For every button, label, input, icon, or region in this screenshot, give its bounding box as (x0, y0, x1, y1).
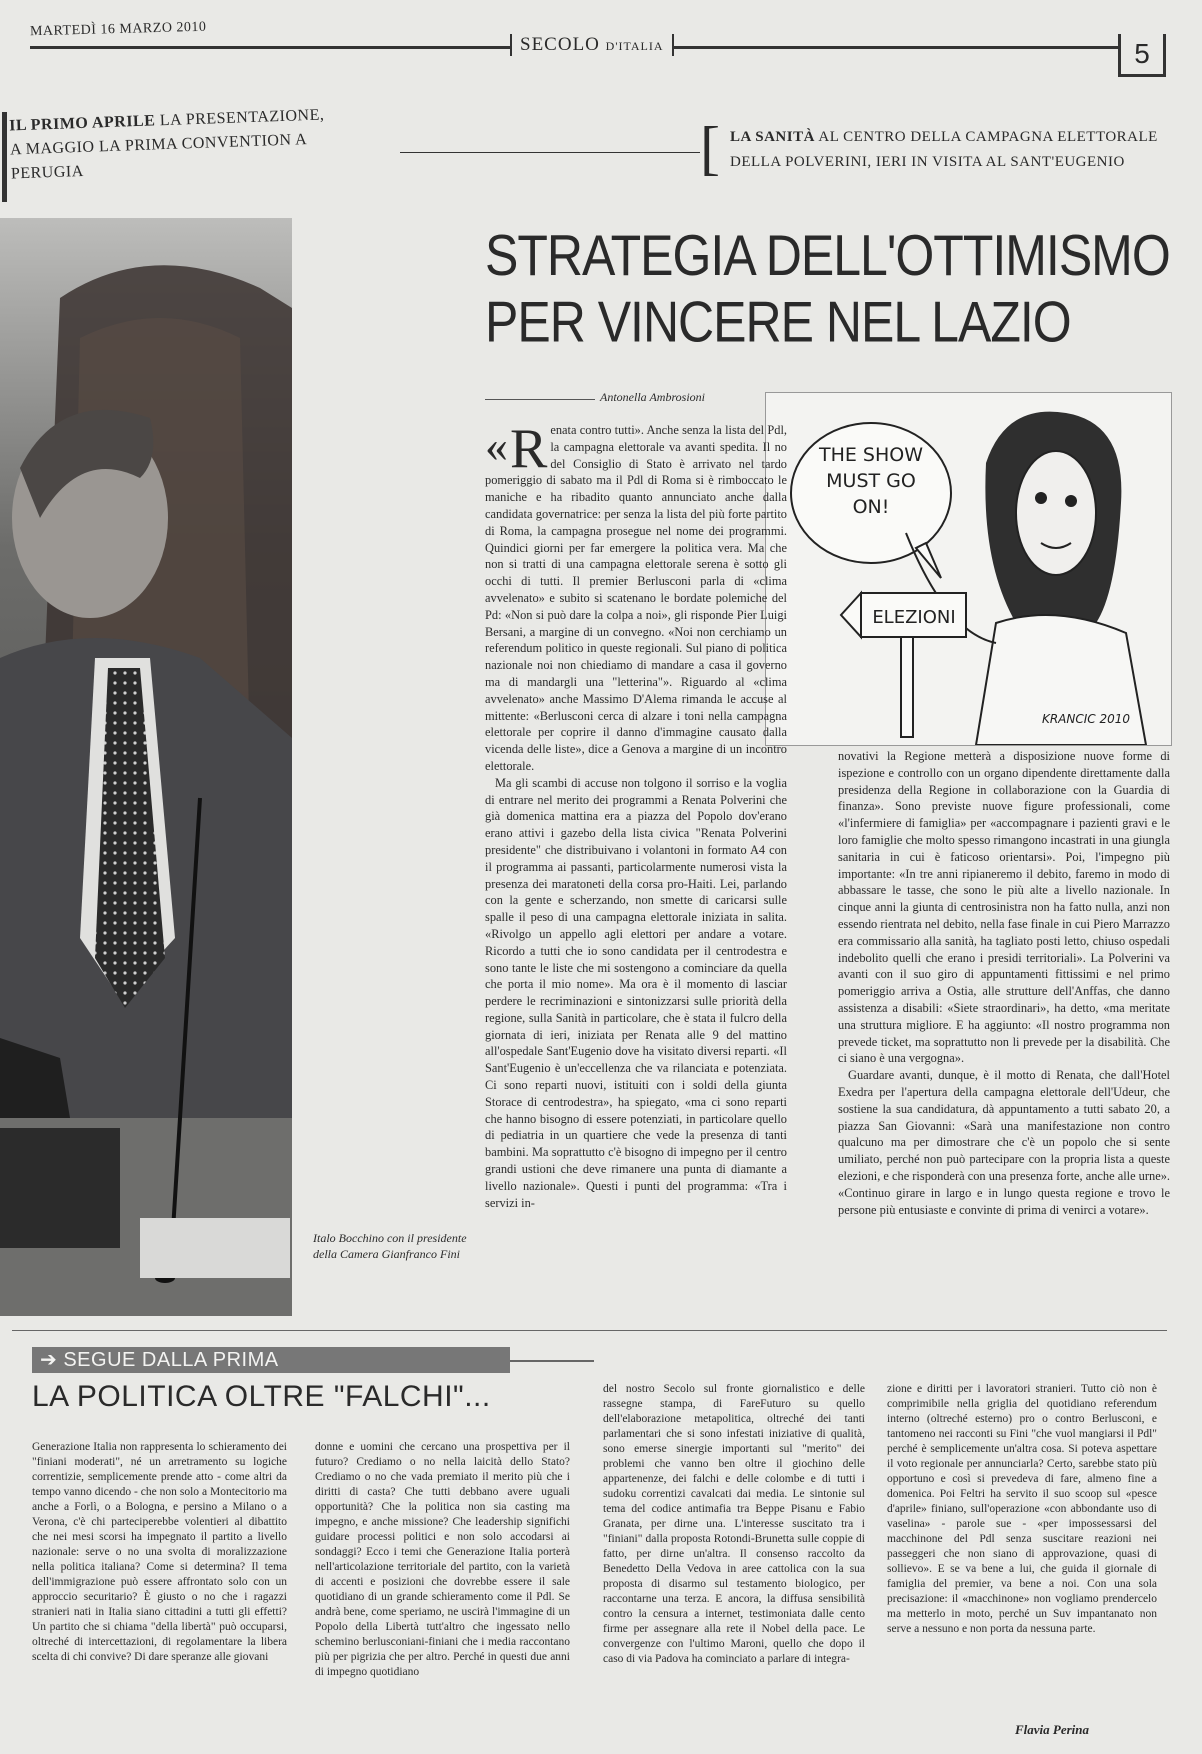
cartoon-sign-text: ELEZIONI (872, 607, 956, 628)
follow-column-2: donne e uomini che cercano una prospettiva per il futuro? Crediamo o no nella laicità dello Stato? Crediamo o no che vada premiato il merito più che i diritti di casta? Che tutti debbano avere uguali opportunità? Che la politica non sia casting ma impegno, e anche missione? Che leadership significhi guidare processi politici e non solo accodarsi ai sondaggi? Ecco i temi che Generazione Italia porterà nell'articolazione territoriale del partito, con la varietà di accenti e posizioni che dovrebbe essere il sale quotidiano di un grande schieramento come il Pdl. Se andrà bene, come speriamo, ne uscirà l'immagine di un Popolo della Libertà tutt'altro che ingessato nello schemino berlusconiani-finiani che i media raccontano più per pigrizia che per altro. Perché in questi due anni di impegno quotidiano (315, 1441, 570, 1678)
follow-label-text: SEGUE DALLA PRIMA (63, 1349, 279, 1371)
follow-column-1: Generazione Italia non rappresenta lo schieramento dei "finiani moderati", né un arretramento su logiche correntizie, semplicemente prende atto - come altri da tempo vanno dicendo - che non solo a Montecitorio ma anche a Forlì, o a Bologna, e persino a Milano o a Verona, c'è chi parteciperebbe volentieri al dibattito che nei mesi scorsi ha impegnato il partito a livello nazionale: serve o no una svolta di moralizzazione nella politica italiana? Come si determina? Il tema dell'immigrazione può essere affrontato solo con un approccio securitario? È giusto o no che i ragazzi stranieri nati in Italia siano cittadini a tutti gli effetti? Un partito che si chiama "della libertà" può occuparsi, oltreché di intercettazioni, di regolamentare la libera scelta di chi convive? Di dare speranze alle giovani (32, 1441, 287, 1663)
article-column-left (485, 418, 787, 1211)
article-paragraph-4: Guardare avanti, dunque, è il motto di Renata, che dall'Hotel Exedra per l'apertura della campagna elettorale dell'Udeur, che sostiene la sua candidatura, dà appuntamento a tutti sabato 20, a piazza San Giovanni: «Sarà una manifestazione non contro qualcuno ma per dimostrare che c'è un popolo che si sente umiliato, perché non può partecipare con la propria lista a queste elezioni, e che risponderà con una presenza forte, anche alle urne». «Continuo girare in largo e in lungo questa regione e trovo le persone più entusiaste e convinte di prima di venirci a votare». (838, 1068, 1170, 1217)
follow-column-3: del nostro Secolo sul fronte giornalistico e delle rassegne stampa, di FareFuturo su quello dell'elaborazione metapolitica, oltreché dei tanti parlamentari che si sono infestati iniziative di qualità, sono emerse sinergie importanti sul "merito" dei problemi che vanno ben oltre il giochino delle appartenenze, dei falchi e delle colombe e di tutti i sudoku correntizi cavalcati dai media. Le sintonie sul tema del codice antimafia tra Beppe Pisanu e Fabio Granata, per dirne una. L'interesse suscitato tra i "finiani" dalla proposta Rotondi-Brunetta sulle coppie di fatto, per dirne un'altra. Il consenso raccolto da Benedetto Della Vedova in aree cattolica con la sua proposta di disarmo sul testamento biologico, per raccontarne una terza. E ancora, la diffusa sensibilità contro la censura a internet, testimoniata dalle cento firme per assegnare alla rete il Nobel della pace. Le convergenze con l'ultimo Maroni, quello che dopo il caso di via Padova ha cominciato a parlare di integra- (603, 1383, 865, 1665)
kicker-left-bar (2, 112, 7, 202)
cartoon-signature: KRANCIC 2010 (1041, 712, 1131, 726)
dropcap-quote: « (485, 420, 508, 471)
follow-title: LA POLITICA OLTRE "FALCHI"... (32, 1380, 491, 1413)
follow-label-rule (510, 1360, 594, 1362)
article-photo (0, 218, 292, 1316)
cartoon-drawing (766, 393, 1171, 745)
kicker-rule (400, 152, 700, 153)
dropcap-letter: R (510, 418, 548, 480)
cartoon-speech-line1: THE SHOW (818, 444, 924, 466)
kicker-left-line1: LA PRESENTAZIONE, (159, 106, 325, 130)
kicker-right-bold: LA SANITÀ (730, 129, 815, 145)
cartoon (765, 392, 1172, 746)
article-p1-text: enata contro tutti». Anche senza la lista del Pdl, la campagna elettorale va avanti spedita. Il no del Consiglio di Stato è arrivato nel tardo pomeriggio di sabato ma il Pdl di Roma si è rimboccato le maniche e ha ribadito quanto annunciato anche dalla candidata governatrice: per senza la lista del più forte partito di Roma, la campagna prosegue nel nome dei programmi. Quindici giorni per far emergere la politica vera. Ma che non si tratti di una campagna elettorale serena è sotto gli occhi di tutti. Il premier Berlusconi parla di «clima avvelenato» e subito si scatenano le bordate polemiche del Pd: «Non si può dare la colpa a noi», gli risponde Pier Luigi Bersani, a margine di un convegno. «Noi non cerchiamo un referendum politico in queste regionali. Sul piano di politica nazionale noi non chiediamo di mandare a casa il governo ma di mandargli una "letterina"». Riguardo al «clima avvelenato» anche Massimo D'Alema rimanda le accuse al mittente: «Berlusconi cerca di alzare i toni nella campagna elettorale per coprire il danno d'immagine causato dalla vicenda delle liste», dice a Genova a margine di un incontro elettorale. (485, 423, 787, 773)
article-paragraph-3: novativi la Regione metterà a disposizione nuove forme di ispezione e controllo con un organo dipendente direttamente dalla presidenza della Regione in collaborazione con la Guardia di finanza». Sono previste nuove figure professionali, come «l'infermiere di famiglia» per «accompagnare i pazienti gravi e le loro famiglie che molto spesso rimangono incastrati in una giungla sanitaria in cui è faticoso orientarsi». Poi, l'impegno più importante: «In tre anni ripianeremo il debito, faremo in modo di abbassare le tasse, che sono le più alte a livello nazionale. In cinque anni la giunta di centrosinistra non ha fatto nulla, anzi non essendo rientrata nel debito, nella fase finale in cui Piero Marrazzo era commissario alla sanità, ha tagliato posti letto, chiuso ospedali indebolito quelli che erano i presidi territoriali». La Polverini va avanti con il suo giro di appuntamenti fittissimi e nel primo pomeriggio arriva a Ostia, alle strutture dell'Anffas, che danno assistenza a disabili: «Siete straordinari», ha detto, «ma meritate una struttura migliore. E ha aggiunto: «Il nostro programma non prevede ticket, ma soprattutto non li prevede per la disabilità. Che ci siano è una vergogna». (838, 749, 1170, 1066)
byline-rule (485, 399, 595, 400)
section-divider (12, 1330, 1167, 1331)
article-paragraph-1 (485, 418, 787, 775)
photo-illustration (0, 218, 292, 1316)
newspaper-title: SECOLO (520, 34, 600, 55)
article-column-right (838, 748, 1170, 1218)
kicker-left-bold: IL PRIMO APRILE (8, 112, 156, 135)
cartoon-speech-line2: MUST GO (826, 470, 916, 492)
issue-date: MARTEDÌ 16 MARZO 2010 (29, 19, 207, 40)
kicker-right-line2: DELLA POLVERINI, IERI IN VISITA AL SANT'EUGENIO (730, 154, 1125, 170)
kicker-left-line2: A MAGGIO LA PRIMA CONVENTION A PERUGIA (9, 131, 307, 183)
headline-line1: STRATEGIA DELL'OTTIMISMO (485, 223, 1170, 288)
headline-line2: PER VINCERE NEL LAZIO (485, 289, 1071, 355)
byline: Antonella Ambrosioni (600, 390, 705, 404)
headline (485, 222, 1185, 355)
cartoon-speech-line3: ON! (852, 496, 890, 518)
kicker-right-line1: AL CENTRO DELLA CAMPAGNA ELETTORALE (818, 129, 1158, 145)
follow-label: ➔ SEGUE DALLA PRIMA (32, 1347, 510, 1373)
photo-caption: Italo Bocchino con il presidente della Camera Gianfranco Fini (313, 1231, 467, 1261)
follow-signature: Flavia Perina (1015, 1722, 1090, 1737)
kicker-bracket: [ (700, 115, 720, 181)
newspaper-name (510, 34, 674, 56)
article-paragraph-2: Ma gli scambi di accuse non tolgono il sorriso e la voglia di entrare nel merito dei programmi a Renata Polverini che già domenica mattina era a piazza del Popolo dov'erano erano attivi i gazebo della lista civica "Renata Polverini presidente" che distribuivano i volantoni in formato A4 con il programma ai passanti, particolarmente numerosi vista la presenza dei maratoneti della corsa pro-Haiti. Lei, parlando con la gente e scherzando, non smette di caricarsi sulle spalle il peso di una campagna elettorale iniziata in salita. «Rivolgo un appello agli elettori per andare a votare. Ricordo a tutti che io sono candidata per il centrodestra e sono tante le liste che mi sostengono a cominciare da quella che porta il mio nome». Ma ora è il momento di lasciar perdere le recriminazioni e sintonizzarsi sulle priorità della regione, sulla Sanità in particolare, che è stata il fulcro della giornata di ieri, iniziata per Renata alle 9 del mattino all'ospedale Sant'Eugenio dove ha visitato diversi reparti. «Il Sant'Eugenio è un'eccellenza che va rilanciata e potenziata. Ci sono reparti nuovi, istituiti con i soldi della giunta Storace di centrodestra», ha spiegato, «ma ci sono reparti che hanno bisogno di essere potenziati, in particolare quello di pediatria in un quartiere che vede la presenza di tanti bambini. Ma soprattutto c'è bisogno di impegno per il centro grandi ustioni che deve rimanere una punta di diamante a livello nazionale». Questi i punti del programma: «Tra i servizi in- (485, 775, 787, 1210)
follow-column-4: zione e diritti per i lavoratori stranieri. Tutto ciò non è comprimibile nella griglia del quotidiano referendum interno (oltreché esterno) pro o contro Berlusconi, e tantomeno nei racconti su Fini "che vuol mangiarsi il Pdl" perché è semplicemente un'altra cosa. Si poteva aspettare il voto regionale per annunciarla? Certo, sarebbe stato più opportuno e così si prevedeva di fare, almeno fine a domenica. Poi Feltri ha servito il suo scoop sul «pesce d'aprile» finiano, sull'operazione «con abbondante uso di vaselina» - parole sue - «per impossessarsi del macchinone del Pdl senza suscitare reazioni nei passeggeri che non siano di approvazione, quasi di sollievo». E se va bene a lui, che guida il giornale di famiglia del premier, va bene a noi. Con una sola precisazione: il «macchinone» non vogliamo prendercelo ma metterlo in moto, perché un Suv impantanato non serve a nessuno e non porta da nessuna parte. (887, 1383, 1157, 1635)
newspaper-title-suffix: D'ITALIA (605, 39, 664, 53)
kicker-left (9, 102, 381, 187)
kicker-right (730, 125, 1170, 175)
page-number: 5 (1118, 34, 1166, 77)
